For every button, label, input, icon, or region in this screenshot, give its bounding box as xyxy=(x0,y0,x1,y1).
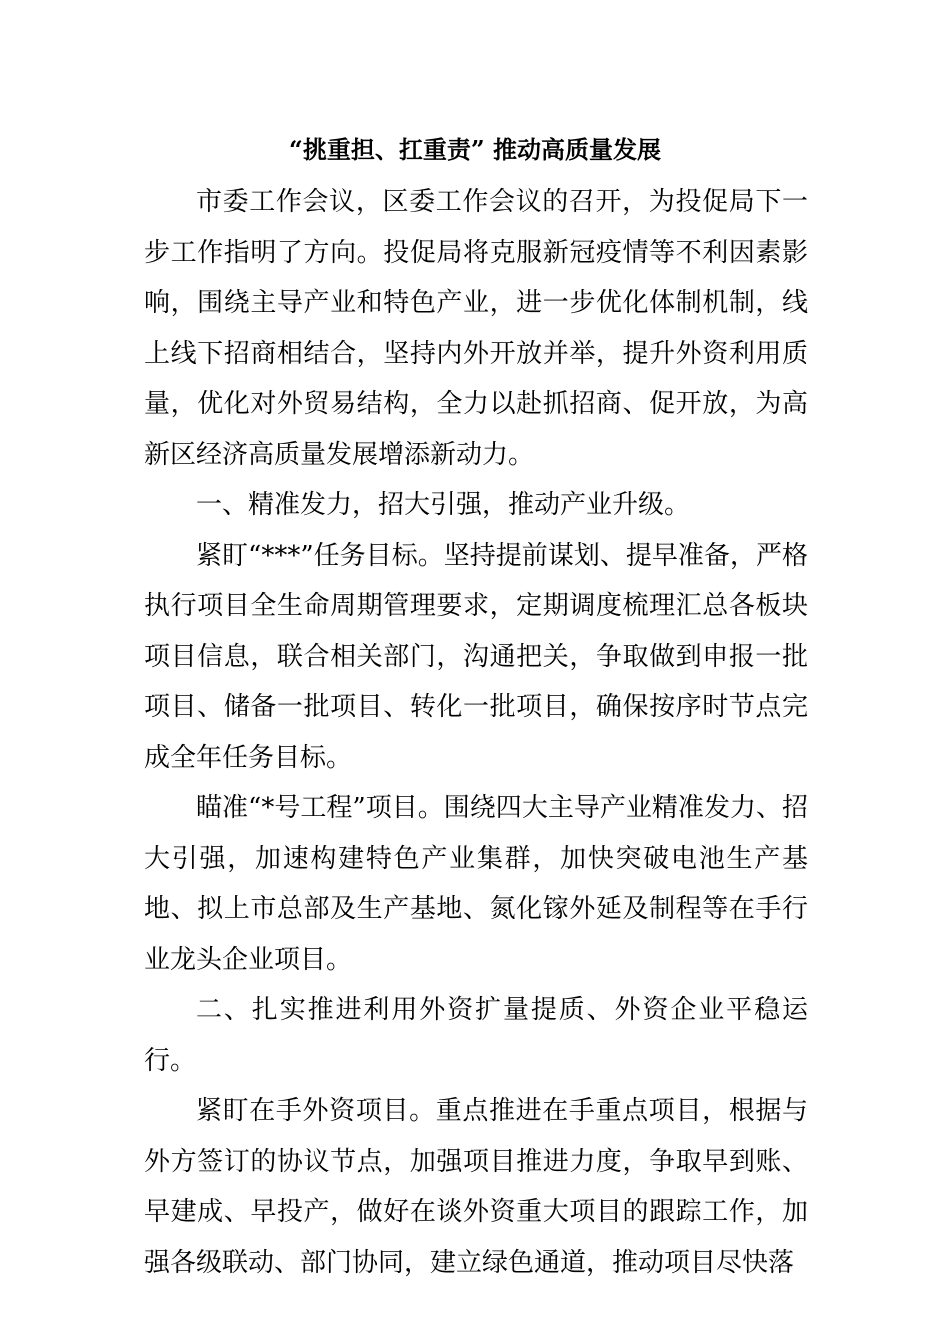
paragraph-task-goals: 紧盯“***”任务目标。坚持提前谋划、提早准备，严格执行项目全生命周期管理要求，定期调度梳理汇总各板块项目信息，联合相关部门，沟通把关，争取做到申报一批项目、储备一批项目、转化一批项目，确保按序时节点完成全年任务目标。 xyxy=(144,540,808,773)
paragraph-key-projects: 瞄准“*号工程”项目。围绕四大主导产业精准发力、招大引强，加速构建特色产业集群，加快突破电池生产基地、拟上市总部及生产基地、氮化镓外延及制程等在手行业龙头企业项目。 xyxy=(144,793,808,975)
section-heading-2: 二、扎实推进利用外资扩量提质、外资企业平稳运行。 xyxy=(144,995,808,1076)
section-heading-1: 一、精准发力，招大引强，推动产业升级。 xyxy=(196,490,691,520)
paragraph-intro: 市委工作会议，区委工作会议的召开，为投促局下一步工作指明了方向。投促局将克服新冠疫情等不利因素影响，围绕主导产业和特色产业，进一步优化体制机制，线上线下招商相结合，坚持内外开放并举，提升外资利用质量，优化对外贸易结构，全力以赴抓招商、促开放，为高新区经济高质量发展增添新动力。 xyxy=(144,187,808,470)
document-title: “挑重担、扛重责” 推动高质量发展 xyxy=(289,135,661,164)
paragraph-foreign-projects: 紧盯在手外资项目。重点推进在手重点项目，根据与外方签订的协议节点，加强项目推进力度，争取早到账、早建成、早投产，做好在谈外资重大项目的跟踪工作，加强各级联动、部门协同，建立绿色通道，推动项目尽快落 xyxy=(144,1096,808,1278)
document-body xyxy=(144,177,808,1288)
